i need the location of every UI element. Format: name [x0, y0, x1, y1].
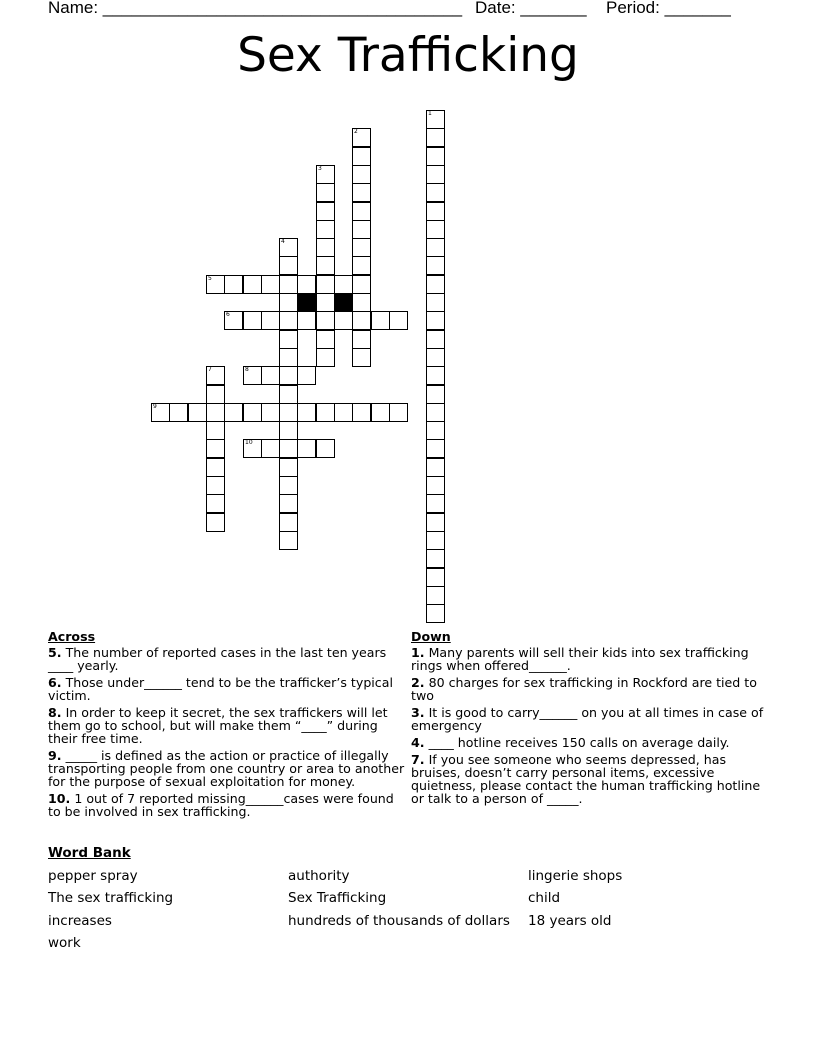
grid-cell[interactable]	[279, 238, 298, 257]
down-heading: Down	[411, 629, 451, 644]
word-bank-heading: Word Bank	[48, 845, 131, 861]
clue-text: It is good to carry______ on you at all times in case of emergency	[411, 705, 764, 733]
clue-number-label: 8	[245, 366, 249, 373]
grid-cell[interactable]	[426, 202, 445, 221]
grid-cell[interactable]	[426, 476, 445, 495]
clue-text: 1 out of 7 reported missing______cases were found to be involved in sex trafficking.	[48, 791, 394, 819]
clue-down-3	[411, 706, 773, 732]
clue-text: 80 charges for sex trafficking in Rockford are tied to two	[411, 675, 757, 703]
grid-cell[interactable]	[426, 238, 445, 257]
grid-cell[interactable]	[352, 275, 371, 294]
clue-text: Many parents will sell their kids into sex trafficking rings when offered______.	[411, 645, 749, 673]
grid-cell[interactable]	[352, 311, 371, 330]
grid-cell[interactable]	[426, 568, 445, 587]
grid-cell[interactable]	[279, 293, 298, 312]
word-bank-item: The sex trafficking	[48, 890, 174, 906]
grid-cell[interactable]	[316, 256, 335, 275]
clue-number: 7.	[411, 752, 425, 767]
grid-cell[interactable]	[352, 147, 371, 166]
clue-across-8	[48, 706, 410, 745]
grid-cell[interactable]	[426, 513, 445, 532]
grid-cell[interactable]	[243, 311, 262, 330]
clue-number-label: 6	[226, 311, 230, 318]
clue-down-1	[411, 646, 773, 672]
grid-cell[interactable]	[279, 366, 298, 385]
grid-cell[interactable]	[279, 275, 298, 294]
grid-cell[interactable]	[426, 439, 445, 458]
down-clues	[411, 630, 773, 809]
word-bank-item: increases	[48, 913, 112, 929]
grid-cell[interactable]	[426, 494, 445, 513]
word-bank-item: lingerie shops	[528, 868, 623, 884]
grid-cell[interactable]	[426, 183, 445, 202]
grid-cell[interactable]	[243, 403, 262, 422]
grid-cell[interactable]	[316, 439, 335, 458]
grid-cell[interactable]	[352, 293, 371, 312]
grid-cell[interactable]	[206, 458, 225, 477]
clue-number: 8.	[48, 705, 62, 720]
grid-cell[interactable]	[334, 311, 353, 330]
grid-cell[interactable]	[206, 421, 225, 440]
grid-cell[interactable]	[426, 604, 445, 623]
clue-across-6	[48, 676, 410, 702]
grid-cell[interactable]	[316, 330, 335, 349]
grid-cell[interactable]	[352, 238, 371, 257]
clue-number: 4.	[411, 735, 425, 750]
grid-cell[interactable]	[279, 421, 298, 440]
grid-cell[interactable]	[352, 165, 371, 184]
grid-cell[interactable]	[279, 439, 298, 458]
grid-cell[interactable]	[261, 275, 280, 294]
word-bank-item: work	[48, 935, 81, 951]
grid-cell[interactable]	[316, 238, 335, 257]
clue-number-label: 10	[245, 439, 253, 446]
clue-number-label: 9	[153, 403, 157, 410]
grid-cell[interactable]	[426, 385, 445, 404]
grid-cell[interactable]	[261, 311, 280, 330]
grid-cell[interactable]	[426, 220, 445, 239]
grid-cell[interactable]	[426, 165, 445, 184]
grid-cell[interactable]	[151, 403, 170, 422]
grid-cell[interactable]	[279, 256, 298, 275]
grid-cell[interactable]	[426, 311, 445, 330]
grid-cell[interactable]	[426, 293, 445, 312]
clue-text: The number of reported cases in the last ten years ____ yearly.	[48, 645, 387, 673]
grid-cell[interactable]	[206, 275, 225, 294]
grid-cell[interactable]	[371, 311, 390, 330]
grid-cell[interactable]	[352, 330, 371, 349]
grid-cell[interactable]	[426, 110, 445, 129]
clue-number: 2.	[411, 675, 425, 690]
grid-cell-black	[334, 293, 353, 312]
clue-number-label: 5	[208, 275, 212, 282]
grid-cell[interactable]	[426, 330, 445, 349]
grid-cell[interactable]	[316, 403, 335, 422]
clue-text: In order to keep it secret, the sex traffickers will let them go to school, but will make them “____” during their free time.	[48, 705, 388, 746]
grid-cell[interactable]	[261, 403, 280, 422]
grid-cell-black	[297, 293, 316, 312]
grid-cell[interactable]	[206, 439, 225, 458]
across-clues	[48, 630, 410, 822]
grid-cell[interactable]	[316, 202, 335, 221]
grid-cell[interactable]	[389, 403, 408, 422]
grid-cell[interactable]	[316, 183, 335, 202]
grid-cell[interactable]	[426, 366, 445, 385]
grid-cell[interactable]	[243, 439, 262, 458]
grid-cell[interactable]	[334, 403, 353, 422]
clue-number-label: 1	[428, 110, 432, 117]
grid-cell[interactable]	[279, 348, 298, 367]
grid-cell[interactable]	[389, 311, 408, 330]
name-field[interactable]: Name: ______________________________________	[48, 0, 463, 17]
word-bank-item: 18 years old	[528, 913, 612, 929]
grid-cell[interactable]	[297, 403, 316, 422]
grid-cell[interactable]	[426, 403, 445, 422]
grid-cell[interactable]	[279, 403, 298, 422]
grid-cell[interactable]	[224, 403, 243, 422]
grid-cell[interactable]	[316, 275, 335, 294]
clue-number-label: 2	[354, 128, 358, 135]
grid-cell[interactable]	[224, 311, 243, 330]
grid-cell[interactable]	[426, 586, 445, 605]
clue-number: 9.	[48, 748, 62, 763]
grid-cell[interactable]	[261, 439, 280, 458]
clue-text: _____ is defined as the action or practice of illegally transporting people from one country or area to another for the purpose of sexual exploitation for money.	[48, 748, 405, 789]
grid-cell[interactable]	[316, 311, 335, 330]
grid-cell[interactable]	[206, 366, 225, 385]
grid-cell[interactable]	[279, 385, 298, 404]
grid-cell[interactable]	[352, 220, 371, 239]
grid-cell[interactable]	[243, 275, 262, 294]
clue-number: 10.	[48, 791, 71, 806]
grid-cell[interactable]	[426, 275, 445, 294]
clue-down-2	[411, 676, 773, 702]
grid-cell[interactable]	[352, 403, 371, 422]
word-bank-item: hundreds of thousands of dollars	[288, 913, 510, 929]
grid-cell[interactable]	[206, 513, 225, 532]
page-title: Sex Trafficking	[237, 28, 579, 83]
grid-cell[interactable]	[426, 458, 445, 477]
clue-across-9	[48, 749, 410, 788]
clue-text: ____ hotline receives 150 calls on average daily.	[424, 735, 730, 750]
grid-cell[interactable]	[206, 403, 225, 422]
grid-cell[interactable]	[206, 476, 225, 495]
grid-cell[interactable]	[279, 330, 298, 349]
grid-cell[interactable]	[334, 275, 353, 294]
grid-cell[interactable]	[279, 458, 298, 477]
clue-across-5	[48, 646, 410, 672]
clue-text: If you see someone who seems depressed, has bruises, doesn’t carry personal items, excessive quietness, please contact the human trafficking hotline or talk to a person of _____.	[411, 752, 761, 806]
word-bank-item: authority	[288, 868, 350, 884]
grid-cell[interactable]	[426, 549, 445, 568]
clue-number-label: 4	[281, 238, 285, 245]
grid-cell[interactable]	[279, 476, 298, 495]
grid-cell[interactable]	[279, 513, 298, 532]
grid-cell[interactable]	[279, 494, 298, 513]
word-bank-item: Sex Trafficking	[288, 890, 387, 906]
period-field[interactable]: Period: _______	[606, 0, 731, 17]
grid-cell[interactable]	[352, 202, 371, 221]
clue-across-10	[48, 792, 410, 818]
word-bank-item: child	[528, 890, 561, 906]
grid-cell[interactable]	[279, 311, 298, 330]
grid-cell[interactable]	[243, 366, 262, 385]
grid-cell[interactable]	[426, 531, 445, 550]
grid-cell[interactable]	[426, 128, 445, 147]
grid-cell[interactable]	[261, 366, 280, 385]
grid-cell[interactable]	[224, 275, 243, 294]
grid-cell[interactable]	[206, 385, 225, 404]
grid-cell[interactable]	[297, 366, 316, 385]
grid-cell[interactable]	[426, 147, 445, 166]
grid-cell[interactable]	[352, 256, 371, 275]
grid-cell[interactable]	[352, 348, 371, 367]
word-bank-item: pepper spray	[48, 868, 138, 884]
grid-cell[interactable]	[188, 403, 207, 422]
grid-cell[interactable]	[426, 421, 445, 440]
grid-cell[interactable]	[297, 275, 316, 294]
clue-number: 1.	[411, 645, 425, 660]
grid-cell[interactable]	[316, 220, 335, 239]
grid-cell[interactable]	[279, 531, 298, 550]
clue-text: Those under______ tend to be the trafficker’s typical victim.	[48, 675, 393, 703]
grid-cell[interactable]	[316, 293, 335, 312]
grid-cell[interactable]	[169, 403, 188, 422]
clue-number: 5.	[48, 645, 62, 660]
grid-cell[interactable]	[426, 348, 445, 367]
grid-cell[interactable]	[316, 165, 335, 184]
grid-cell[interactable]	[297, 439, 316, 458]
across-heading: Across	[48, 629, 96, 644]
clue-number: 6.	[48, 675, 62, 690]
clue-number: 3.	[411, 705, 425, 720]
clue-down-4	[411, 736, 773, 749]
clue-number-label: 7	[208, 366, 212, 373]
grid-cell[interactable]	[352, 183, 371, 202]
grid-cell[interactable]	[297, 311, 316, 330]
clue-number-label: 3	[318, 165, 322, 172]
grid-cell[interactable]	[426, 256, 445, 275]
grid-cell[interactable]	[352, 128, 371, 147]
grid-cell[interactable]	[206, 494, 225, 513]
grid-cell[interactable]	[316, 348, 335, 367]
grid-cell[interactable]	[371, 403, 390, 422]
clue-down-7	[411, 753, 773, 805]
date-field[interactable]: Date: _______	[475, 0, 587, 17]
